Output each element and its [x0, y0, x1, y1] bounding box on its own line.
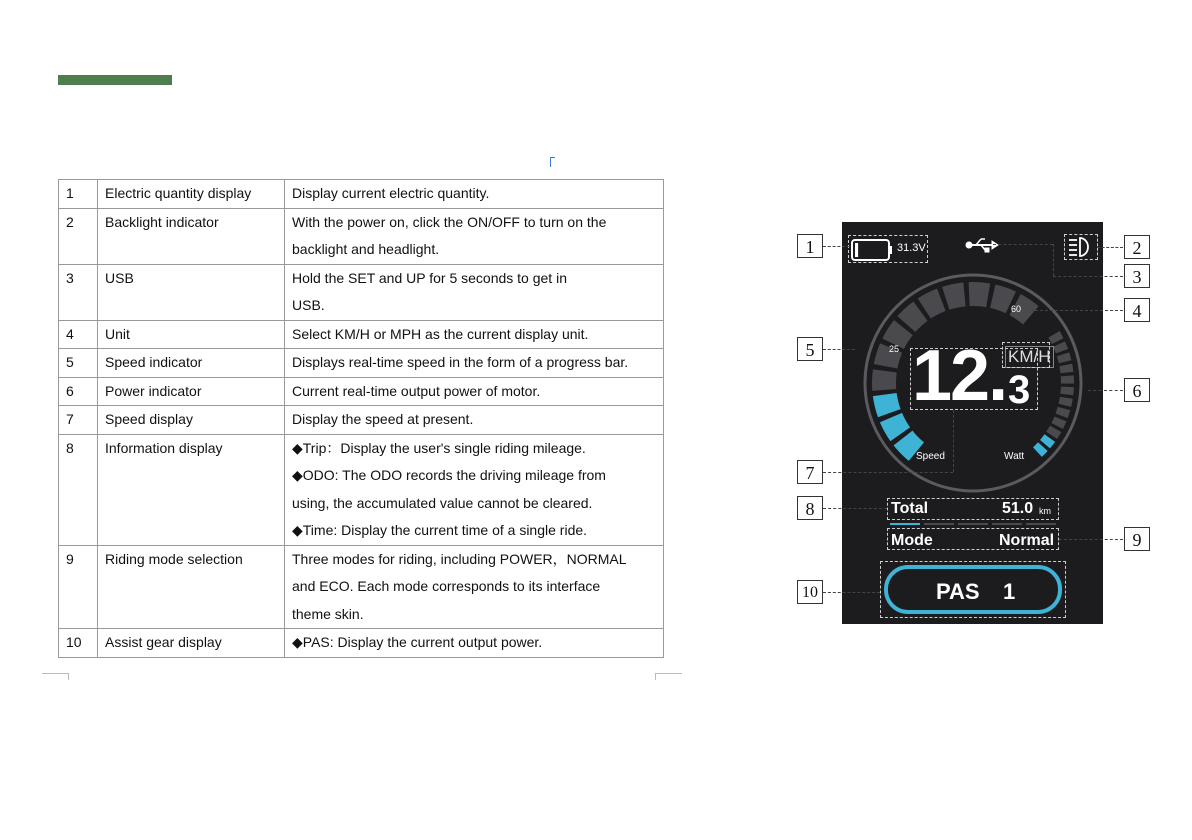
leader-3b — [1053, 244, 1054, 276]
spec-table — [58, 179, 664, 658]
row-item-name: Unit — [98, 320, 285, 349]
description-line: ◆PAS: Display the current output power. — [292, 634, 543, 650]
description-line: USB. — [292, 297, 325, 313]
leader-2 — [1097, 247, 1123, 248]
table-row — [59, 320, 664, 349]
callout-9: 9 — [1124, 527, 1150, 551]
power-segment — [1056, 407, 1071, 418]
info-unit: km — [1039, 506, 1051, 516]
pas-label: PAS — [936, 579, 980, 604]
table-row — [59, 264, 664, 320]
speed-segment — [873, 393, 901, 417]
row-item-name: Riding mode selection — [98, 545, 285, 629]
callout-2: 2 — [1124, 235, 1150, 259]
description-line: theme skin. — [292, 605, 364, 622]
leader-7a — [823, 472, 953, 473]
row-description — [285, 320, 664, 349]
description-line: ◆ODO: The ODO records the driving mileage from — [292, 467, 606, 483]
display-screen — [842, 222, 1103, 624]
row-description — [285, 208, 664, 264]
row-number: 4 — [59, 320, 98, 349]
leader-4 — [1030, 310, 1123, 311]
row-description — [285, 377, 664, 406]
callout-3: 3 — [1124, 264, 1150, 288]
description-line: Three modes for riding, including POWER，NORMAL — [292, 550, 627, 567]
page-corner-left — [42, 673, 69, 680]
leader-8 — [823, 508, 887, 509]
description-line: Current real-time output power of motor. — [292, 382, 541, 399]
description-line: Displays real-time speed in the form of a progress bar. — [292, 354, 629, 370]
table-row — [59, 180, 664, 209]
description-line: backlight and headlight. — [292, 241, 440, 257]
description-line: Select KM/H or MPH as the current display unit. — [292, 325, 589, 342]
row-number: 5 — [59, 349, 98, 378]
region-info — [887, 498, 1059, 520]
row-description — [285, 264, 664, 320]
description-line: ◆Time: Display the current time of a single ride. — [292, 522, 588, 538]
mode-label: Mode — [891, 532, 933, 549]
corner-mark — [550, 157, 555, 167]
page-corner-right — [655, 673, 682, 680]
tick-60-label: 60 — [1011, 304, 1022, 314]
row-description — [285, 434, 664, 545]
power-segment — [1048, 331, 1063, 344]
leader-10 — [823, 592, 880, 593]
info-segments — [890, 523, 1056, 525]
leader-7b — [953, 410, 954, 472]
callout-1: 1 — [797, 234, 823, 258]
callout-7: 7 — [797, 460, 823, 484]
power-segment — [1059, 397, 1073, 407]
speed-segment — [942, 282, 966, 309]
unit-label: KM/H — [1005, 346, 1054, 368]
leader-9 — [1059, 539, 1123, 540]
row-description — [285, 545, 664, 629]
power-segment — [1057, 352, 1072, 363]
speed-decimal: 3 — [1008, 368, 1031, 412]
leader-5 — [823, 349, 855, 350]
callout-6: 6 — [1124, 378, 1150, 402]
row-number: 9 — [59, 545, 98, 629]
row-item-name: USB — [98, 264, 285, 320]
row-number: 3 — [59, 264, 98, 320]
speed-integer: 12. — [912, 336, 1007, 416]
voltage-value: 31.3V — [897, 242, 926, 254]
description-line: Display the speed at present. — [292, 411, 474, 427]
region-pas — [880, 561, 1066, 618]
power-segment — [1053, 341, 1068, 353]
pas-value: 1 — [1003, 579, 1016, 604]
speed-segment — [872, 369, 897, 391]
callout-5: 5 — [797, 337, 823, 361]
callout-8: 8 — [797, 496, 823, 520]
table-row — [59, 208, 664, 264]
table-row — [59, 377, 664, 406]
row-item-name: Information display — [98, 434, 285, 545]
description-line: Display current electric quantity. — [292, 185, 490, 201]
mode-value: Normal — [999, 532, 1055, 549]
row-number: 6 — [59, 377, 98, 406]
region-mode — [887, 528, 1059, 550]
description-line: using, the accumulated value cannot be cleared. — [292, 494, 593, 511]
row-description — [285, 349, 664, 378]
callout-10: 10 — [797, 580, 823, 604]
table-row — [59, 545, 664, 629]
region-headlight — [1064, 234, 1098, 260]
row-number: 7 — [59, 406, 98, 435]
info-label: Total — [891, 500, 929, 517]
power-segment — [1051, 416, 1066, 428]
row-item-name: Speed indicator — [98, 349, 285, 378]
section-marker-bar — [58, 75, 172, 85]
region-unit — [1002, 342, 1050, 368]
description-line: Hold the SET and UP for 5 seconds to get in — [292, 269, 567, 286]
row-item-name: Electric quantity display — [98, 180, 285, 209]
table-row — [59, 629, 664, 658]
table-row — [59, 349, 664, 378]
power-segment — [1046, 426, 1061, 439]
leader-3a — [993, 244, 1053, 245]
leader-3c — [1053, 276, 1123, 277]
power-segment — [1059, 364, 1073, 374]
row-number: 8 — [59, 434, 98, 545]
tick-25-label: 25 — [889, 344, 900, 354]
row-description — [285, 406, 664, 435]
row-number: 1 — [59, 180, 98, 209]
watt-caption: Watt — [1004, 451, 1025, 462]
row-number: 10 — [59, 629, 98, 658]
power-segment — [1060, 387, 1074, 396]
description-line: and ECO. Each mode corresponds to its interface — [292, 578, 601, 594]
row-item-name: Speed display — [98, 406, 285, 435]
table-row — [59, 406, 664, 435]
info-value: 51.0 — [1002, 500, 1034, 517]
table-row — [59, 434, 664, 545]
row-item-name: Assist gear display — [98, 629, 285, 658]
row-item-name: Backlight indicator — [98, 208, 285, 264]
row-number: 2 — [59, 208, 98, 264]
description-line: With the power on, click the ON/OFF to turn on the — [292, 213, 607, 230]
leader-6 — [1088, 390, 1123, 391]
row-item-name: Power indicator — [98, 377, 285, 406]
leader-1 — [823, 246, 850, 247]
callout-4: 4 — [1124, 298, 1150, 322]
usb-icon — [966, 239, 998, 252]
speed-segment — [969, 282, 991, 307]
description-line: ◆Trip：Display the user's single riding mileage. — [292, 439, 586, 456]
speed-caption: Speed — [916, 451, 945, 462]
row-description — [285, 629, 664, 658]
row-description — [285, 180, 664, 209]
power-segment — [1061, 375, 1074, 383]
region-battery — [848, 235, 928, 263]
